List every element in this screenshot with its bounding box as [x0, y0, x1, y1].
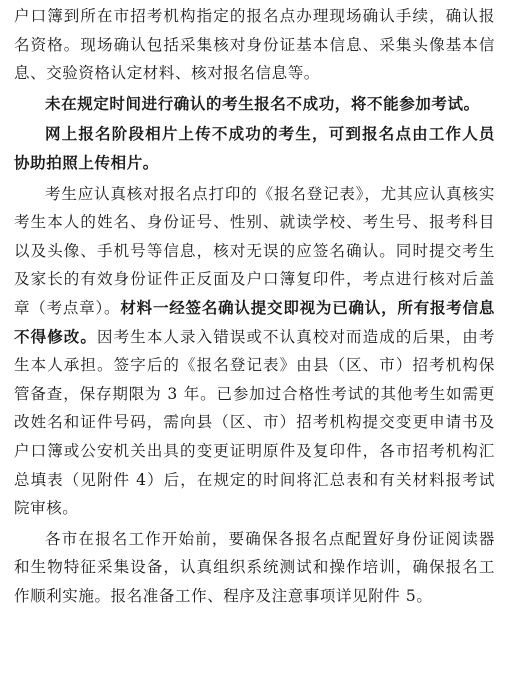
- paragraph-text-bold: 未在规定时间进行确认的考生报名不成功，将不能参加考试。: [45, 93, 480, 113]
- paragraph-equipment-preparation: [14, 525, 495, 611]
- paragraph-text: 各市在报名工作开始前，要确保各报名点配置好身份证阅读器和生物特征采集设备，认真组织系统测试和操作培训，确保报名工作顺利实施。报名准备工作、程序及注意事项详见附件 5。: [14, 529, 495, 605]
- paragraph-text: 因考生本人录入错误或不认真校对而造成的后果，由考生本人承担。签字后的《报名登记表》由县（区、市）招考机构保管备查，保存期限为 3 年。已参加过合格性考试的其他考生如需更改姓名和证件号码，需向县（区、市）招考机构提交变更申请书及户口簿或公安机关出具的变更证明原件及复印件，各市招考机构汇总填表（见附件 4）后，在规定的时间将汇总表和有关材料报考试院审核。: [14, 327, 495, 518]
- paragraph-unconfirmed-warning: [14, 90, 495, 119]
- paragraph-on-site-confirmation: [14, 2, 495, 88]
- paragraph-photo-upload-notice: [14, 120, 495, 177]
- paragraph-text-bold: 材料一经签名确认提交即视为已确认，所有报考信息不得修改。: [14, 297, 495, 346]
- paragraph-registration-form-check: [14, 180, 495, 523]
- paragraph-text-bold: 网上报名阶段相片上传不成功的考生，可到报名点由工作人员协助拍照上传相片。: [14, 124, 495, 172]
- paragraph-text: 户口簿到所在市招考机构指定的报名点办理现场确认手续，确认报名资格。现场确认包括采集核对身份证基本信息、采集头像基本信息、交验资格认定材料、核对报名信息等。: [14, 7, 495, 83]
- paragraph-text: 考生应认真核对报名点打印的《报名登记表》，尤其应认真核实考生本人的姓名、身份证号、性别、就读学校、考生号、报考科目以及头像、手机号等信息，核对无误的应签名确认。同时提交考生及家长的有效身份证件正反面及户口簿复印件，考点进行核对后盖章（考点章）。: [14, 184, 495, 317]
